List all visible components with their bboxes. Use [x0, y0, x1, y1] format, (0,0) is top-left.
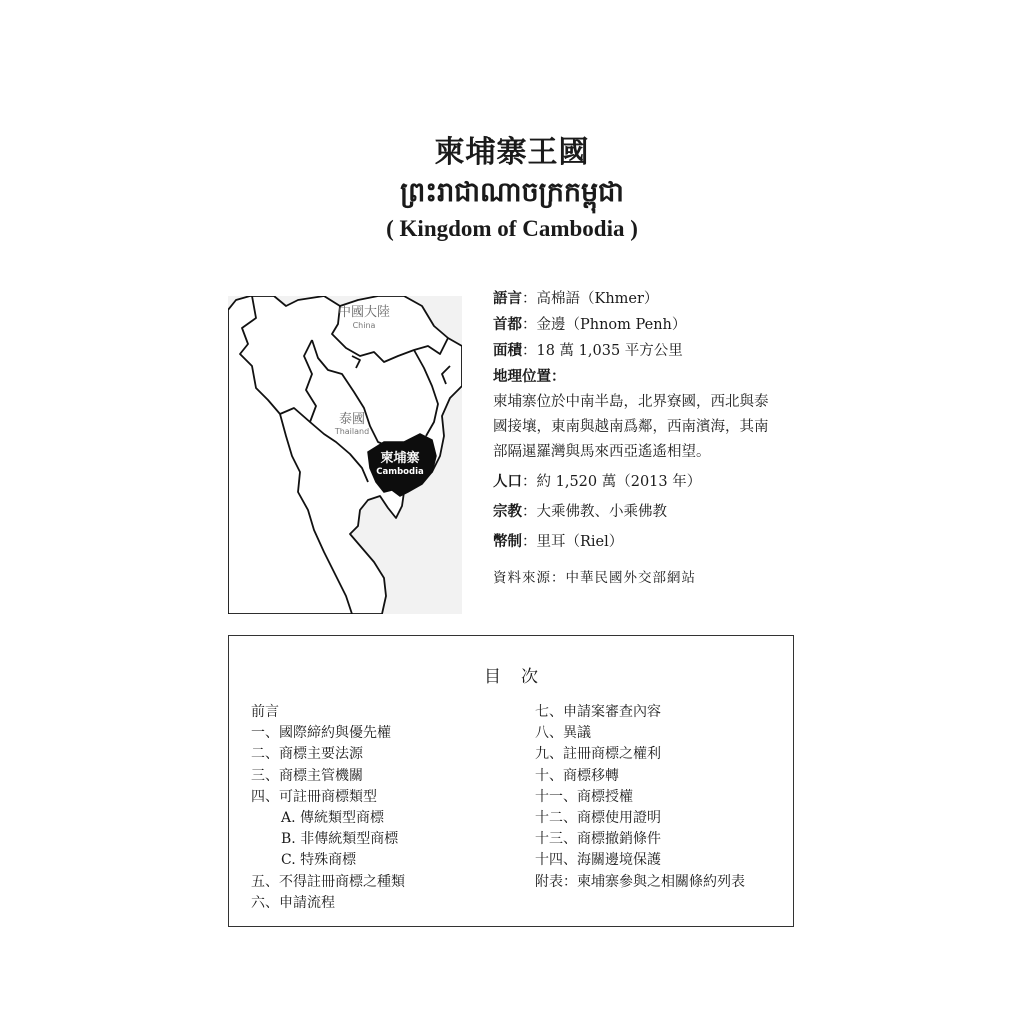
- toc-item[interactable]: 七、申請案審查內容: [535, 704, 661, 720]
- toc-item[interactable]: 三、商標主管機關: [251, 767, 363, 784]
- fact-area: [493, 338, 813, 364]
- fact-religion: [493, 499, 813, 525]
- toc-item[interactable]: 十二、商標使用證明: [535, 810, 661, 827]
- map-label-cambodia-en: Cambodia: [376, 467, 424, 477]
- cambodia-location-map: [228, 296, 462, 614]
- fact-area-label: 面積: [493, 342, 522, 359]
- map-label-thailand-zh: 泰國: [338, 412, 366, 427]
- map-graphic: [228, 296, 462, 614]
- toc-subitem[interactable]: C. 特殊商標: [281, 852, 357, 869]
- fact-currency: [493, 529, 813, 555]
- fact-geography-line: 部隔暹羅灣與馬來西亞遙遙相望。: [493, 444, 711, 460]
- toc-item[interactable]: 二、商標主要法源: [251, 746, 363, 763]
- toc-item[interactable]: 八、異議: [535, 725, 591, 742]
- fact-currency-label: 幣制: [493, 533, 522, 550]
- toc-column-left: [251, 702, 405, 914]
- fact-capital-label: 首都: [493, 316, 522, 333]
- title-chinese: 柬埔寨王國: [434, 135, 590, 170]
- fact-geography: [493, 364, 813, 390]
- map-label-cambodia-zh: 柬埔寨: [380, 451, 420, 466]
- map-label-china-zh: 中國大陸: [337, 305, 391, 320]
- title-english: ( Kingdom of Cambodia ): [386, 216, 638, 241]
- toc-item[interactable]: 四、可註冊商標類型: [251, 788, 377, 805]
- toc-subitem[interactable]: B. 非傳統類型商標: [281, 831, 399, 848]
- toc-column-right: [535, 702, 745, 893]
- fact-geography-label: 地理位置：: [493, 368, 566, 385]
- table-of-contents: [228, 635, 794, 927]
- toc-item[interactable]: 十四、海關邊境保護: [535, 852, 661, 869]
- toc-title: 目次: [484, 667, 558, 687]
- fact-language-label: 語言: [493, 290, 522, 307]
- fact-capital: [493, 312, 813, 338]
- fact-capital-value: ：金邊（Phnom Penh）: [522, 317, 687, 333]
- fact-religion-value: ：大乘佛教、小乘佛教: [522, 504, 667, 520]
- map-label-china-en: China: [352, 321, 376, 330]
- toc-item[interactable]: 前言: [251, 704, 279, 720]
- toc-item[interactable]: 一、國際締約與優先權: [251, 725, 391, 742]
- fact-language-value: ：高棉語（Khmer）: [522, 291, 659, 307]
- fact-population-label: 人口: [493, 473, 522, 490]
- toc-item[interactable]: 十三、商標撤銷條件: [535, 831, 661, 848]
- fact-geography-body: [493, 390, 813, 465]
- fact-population: [493, 469, 813, 495]
- toc-subitem[interactable]: A. 傳統類型商標: [281, 810, 385, 827]
- fact-area-value: ：18 萬 1,035 平方公里: [522, 343, 683, 359]
- data-source-note: 資料來源：中華民國外交部網站: [493, 570, 696, 586]
- fact-currency-value: ：里耳（Riel）: [522, 534, 624, 550]
- fact-language: [493, 286, 813, 312]
- toc-item[interactable]: 九、註冊商標之權利: [535, 746, 661, 763]
- fact-religion-label: 宗教: [493, 503, 522, 520]
- toc-item[interactable]: 六、申請流程: [251, 894, 335, 911]
- fact-geography-line: 國接壤，東南與越南爲鄰，西南濱海，其南: [493, 419, 769, 435]
- country-facts: [493, 286, 813, 591]
- toc-item[interactable]: 十一、商標授權: [535, 788, 633, 805]
- toc-item[interactable]: 十、商標移轉: [535, 767, 619, 784]
- toc-item[interactable]: 五、不得註冊商標之種類: [251, 873, 405, 890]
- fact-geography-line: 柬埔寨位於中南半島，北界寮國，西北與泰: [493, 394, 769, 410]
- map-label-thailand-en: Thailand: [334, 427, 370, 436]
- title-khmer: ព្រះរាជាណាចក្រកម្ពុជា: [400, 177, 624, 208]
- fact-population-value: ：約 1,520 萬（2013 年）: [522, 474, 702, 490]
- toc-item[interactable]: 附表：柬埔寨參與之相關條約列表: [535, 873, 745, 890]
- title-block: [0, 132, 1024, 246]
